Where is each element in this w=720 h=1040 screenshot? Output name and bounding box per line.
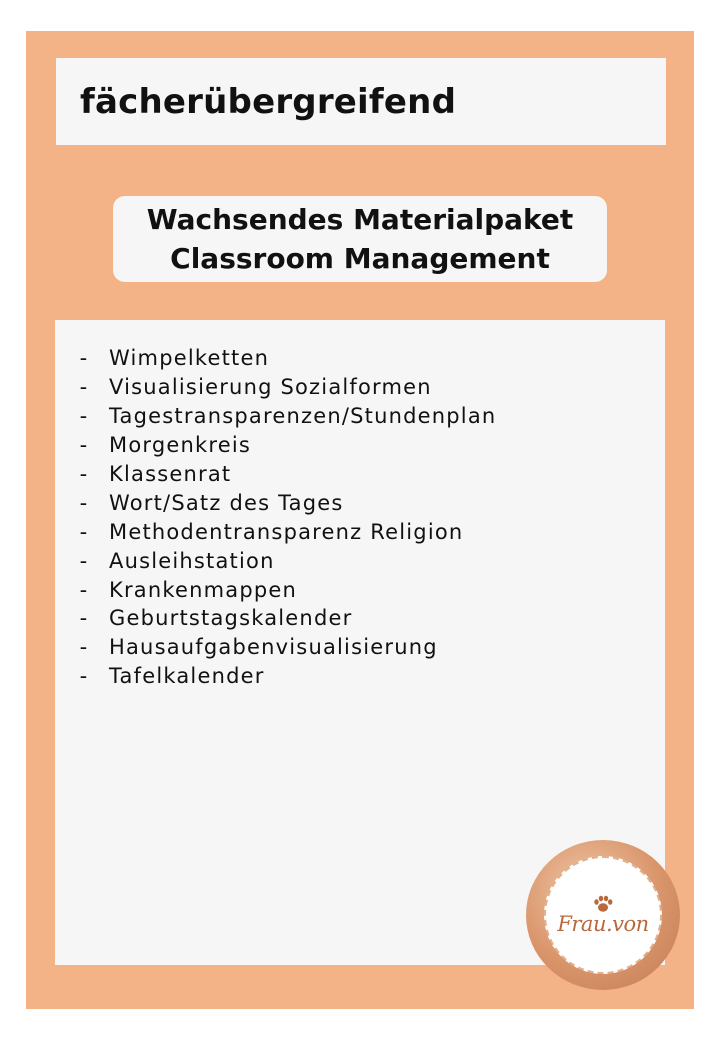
list-item-text: Hausaufgabenvisualisierung: [109, 635, 438, 660]
bullet-dash: -: [79, 462, 89, 486]
list-item-text: Wort/Satz des Tages: [109, 490, 344, 515]
list-item: [55, 662, 496, 691]
bullet-dash: -: [79, 433, 89, 458]
list-item-text: Geburtstagskalender: [109, 606, 353, 631]
subject-bar: [56, 58, 666, 145]
list-item-text: Klassenrat: [109, 462, 232, 486]
list-item: [55, 604, 496, 633]
title-line-2: Classroom Management: [170, 242, 550, 275]
list-item: [55, 460, 496, 489]
logo-badge: [544, 856, 662, 974]
list-item-text: Tafelkalender: [109, 664, 265, 689]
frau-von-logo: [526, 840, 680, 990]
bullet-dash: -: [79, 375, 89, 400]
list-item-text: Ausleihstation: [109, 548, 275, 573]
list-item-text: Morgenkreis: [109, 433, 252, 458]
bullet-dash: -: [79, 490, 89, 515]
bullet-dash: -: [79, 519, 89, 544]
list-item-text: Wimpelketten: [109, 346, 270, 371]
material-list: [55, 344, 496, 691]
bullet-dash: -: [79, 664, 89, 689]
bullet-dash: -: [79, 404, 89, 429]
paw-icon: [590, 894, 616, 914]
logo-text: Frau.von: [557, 912, 649, 936]
list-item: [55, 344, 496, 373]
list-item: [55, 402, 496, 431]
list-item: [55, 373, 496, 402]
list-item-text: Visualisierung Sozialformen: [109, 375, 432, 400]
list-item: [55, 575, 496, 604]
list-item: [55, 517, 496, 546]
bullet-dash: -: [79, 346, 89, 371]
list-item-text: Krankenmappen: [109, 577, 298, 602]
list-item: [55, 546, 496, 575]
bullet-dash: -: [79, 606, 89, 631]
bullet-dash: -: [79, 635, 89, 660]
title-line-1: Wachsendes Materialpaket: [146, 203, 574, 236]
bullet-dash: -: [79, 548, 89, 573]
list-item-text: Methodentransparenz Religion: [109, 519, 464, 544]
subject-label: fächerübergreifend: [80, 81, 457, 122]
bullet-dash: -: [79, 577, 89, 602]
list-item: [55, 633, 496, 662]
list-item-text: Tagestransparenzen/Stundenplan: [109, 404, 497, 429]
list-item: [55, 488, 496, 517]
title-box: [113, 196, 607, 282]
list-item: [55, 431, 496, 460]
